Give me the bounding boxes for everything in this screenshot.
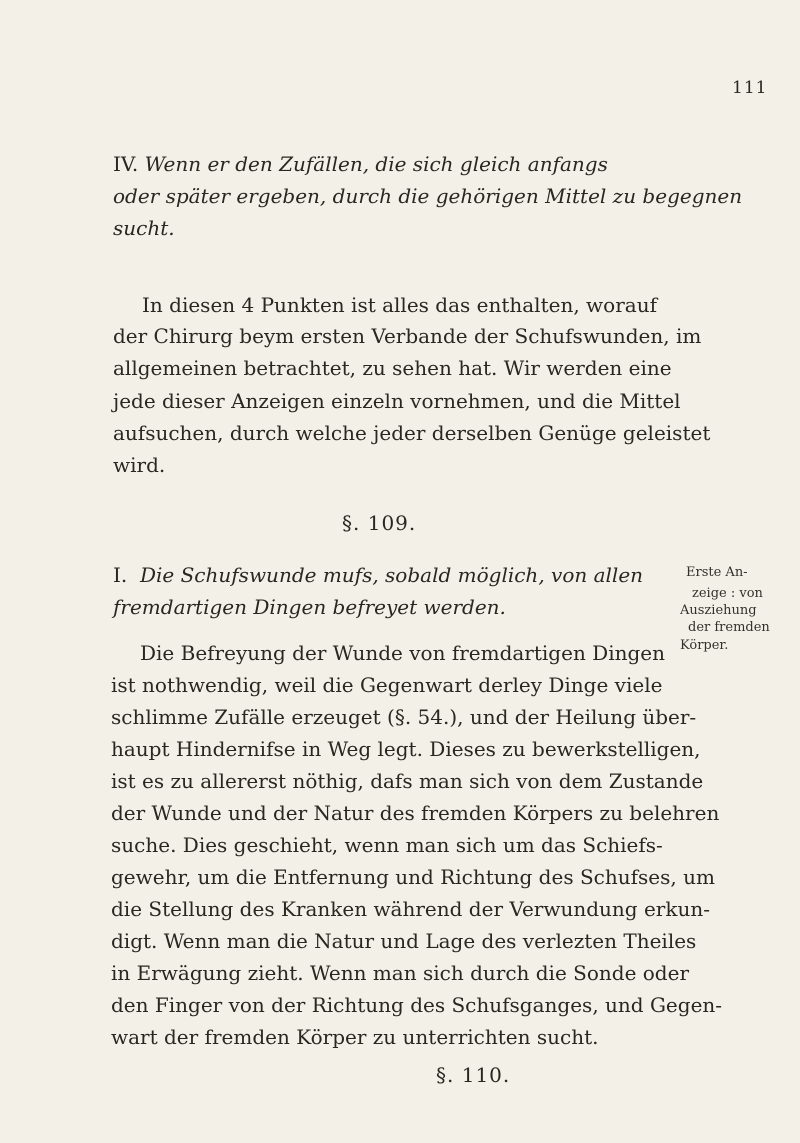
paragraph-1-line-1: In diesen 4 Punkten ist alles das enthalten, worauf: [142, 293, 657, 317]
point-i-line-2: fremdartigen Dingen befreyet werden.: [113, 595, 506, 619]
point-iv-line-1: [113, 152, 608, 176]
paragraph-2-line-5: ist es zu allererst nöthig, dafs man sich von dem Zustande: [111, 769, 704, 793]
marginal-note-line-4: der fremden: [688, 620, 770, 635]
point-i-line-1: [113, 563, 643, 587]
marginal-note-line-2: zeige : von: [692, 586, 763, 601]
paragraph-2-line-13: wart der fremden Körper zu unterrichten sucht.: [111, 1025, 599, 1049]
paragraph-2-line-3: schlimme Zufälle erzeuget (§. 54.), und der Heilung über-: [111, 705, 697, 729]
paragraph-2-line-9: die Stellung des Kranken während der Verwundung erkun-: [111, 897, 711, 921]
paragraph-1-line-5: aufsuchen, durch welche jeder derselben Genüge geleistet: [113, 421, 711, 445]
marginal-note-line-1: Erste An-: [686, 565, 748, 580]
page-number: 111: [732, 78, 768, 98]
point-i-numeral: I.: [113, 563, 128, 587]
section-heading-109: §. 109.: [342, 511, 417, 535]
paragraph-1-line-4: jede dieser Anzeigen einzeln vornehmen, und die Mittel: [113, 389, 681, 413]
paragraph-2-line-7: suche. Dies geschieht, wenn man sich um das Schiefs-: [111, 833, 663, 857]
paragraph-2-line-11: in Erwägung zieht. Wenn man sich durch die Sonde oder: [111, 961, 690, 985]
paragraph-2-line-4: haupt Hindernifse in Weg legt. Dieses zu bewerkstelligen,: [111, 737, 701, 761]
marginal-note-line-3: Ausziehung: [680, 603, 757, 618]
point-iv-line-2: oder später ergeben, durch die gehörigen Mittel zu begegnen: [113, 184, 743, 208]
paragraph-2-line-6: der Wunde und der Natur des fremden Körpers zu belehren: [111, 801, 720, 825]
paragraph-2-line-10: digt. Wenn man die Natur und Lage des verlezten Theiles: [111, 929, 697, 953]
paragraph-2-line-2: ist nothwendig, weil die Gegenwart derley Dinge viele: [111, 673, 663, 697]
marginal-note-line-5: Körper.: [680, 638, 729, 653]
paragraph-1-line-3: allgemeinen betrachtet, zu sehen hat. Wir werden eine: [113, 356, 672, 380]
paragraph-2-line-12: den Finger von der Richtung des Schufsganges, und Gegen-: [111, 993, 723, 1017]
paragraph-2-line-1: Die Befreyung der Wunde von fremdartigen Dingen: [140, 641, 666, 665]
point-iv-numeral: IV.: [113, 152, 139, 176]
paragraph-2-line-8: gewehr, um die Entfernung und Richtung des Schufses, um: [111, 865, 715, 889]
point-iv-text-1: Wenn er den Zufällen, die sich gleich anfangs: [144, 152, 608, 176]
point-iv-line-3: sucht.: [113, 216, 175, 240]
paragraph-1-line-6: wird.: [113, 453, 166, 477]
point-i-text-1: Die Schufswunde mufs, sobald möglich, von allen: [139, 563, 644, 587]
section-heading-110: §. 110.: [436, 1063, 511, 1087]
paragraph-1-line-2: der Chirurg beym ersten Verbande der Schufswunden, im: [113, 324, 702, 348]
